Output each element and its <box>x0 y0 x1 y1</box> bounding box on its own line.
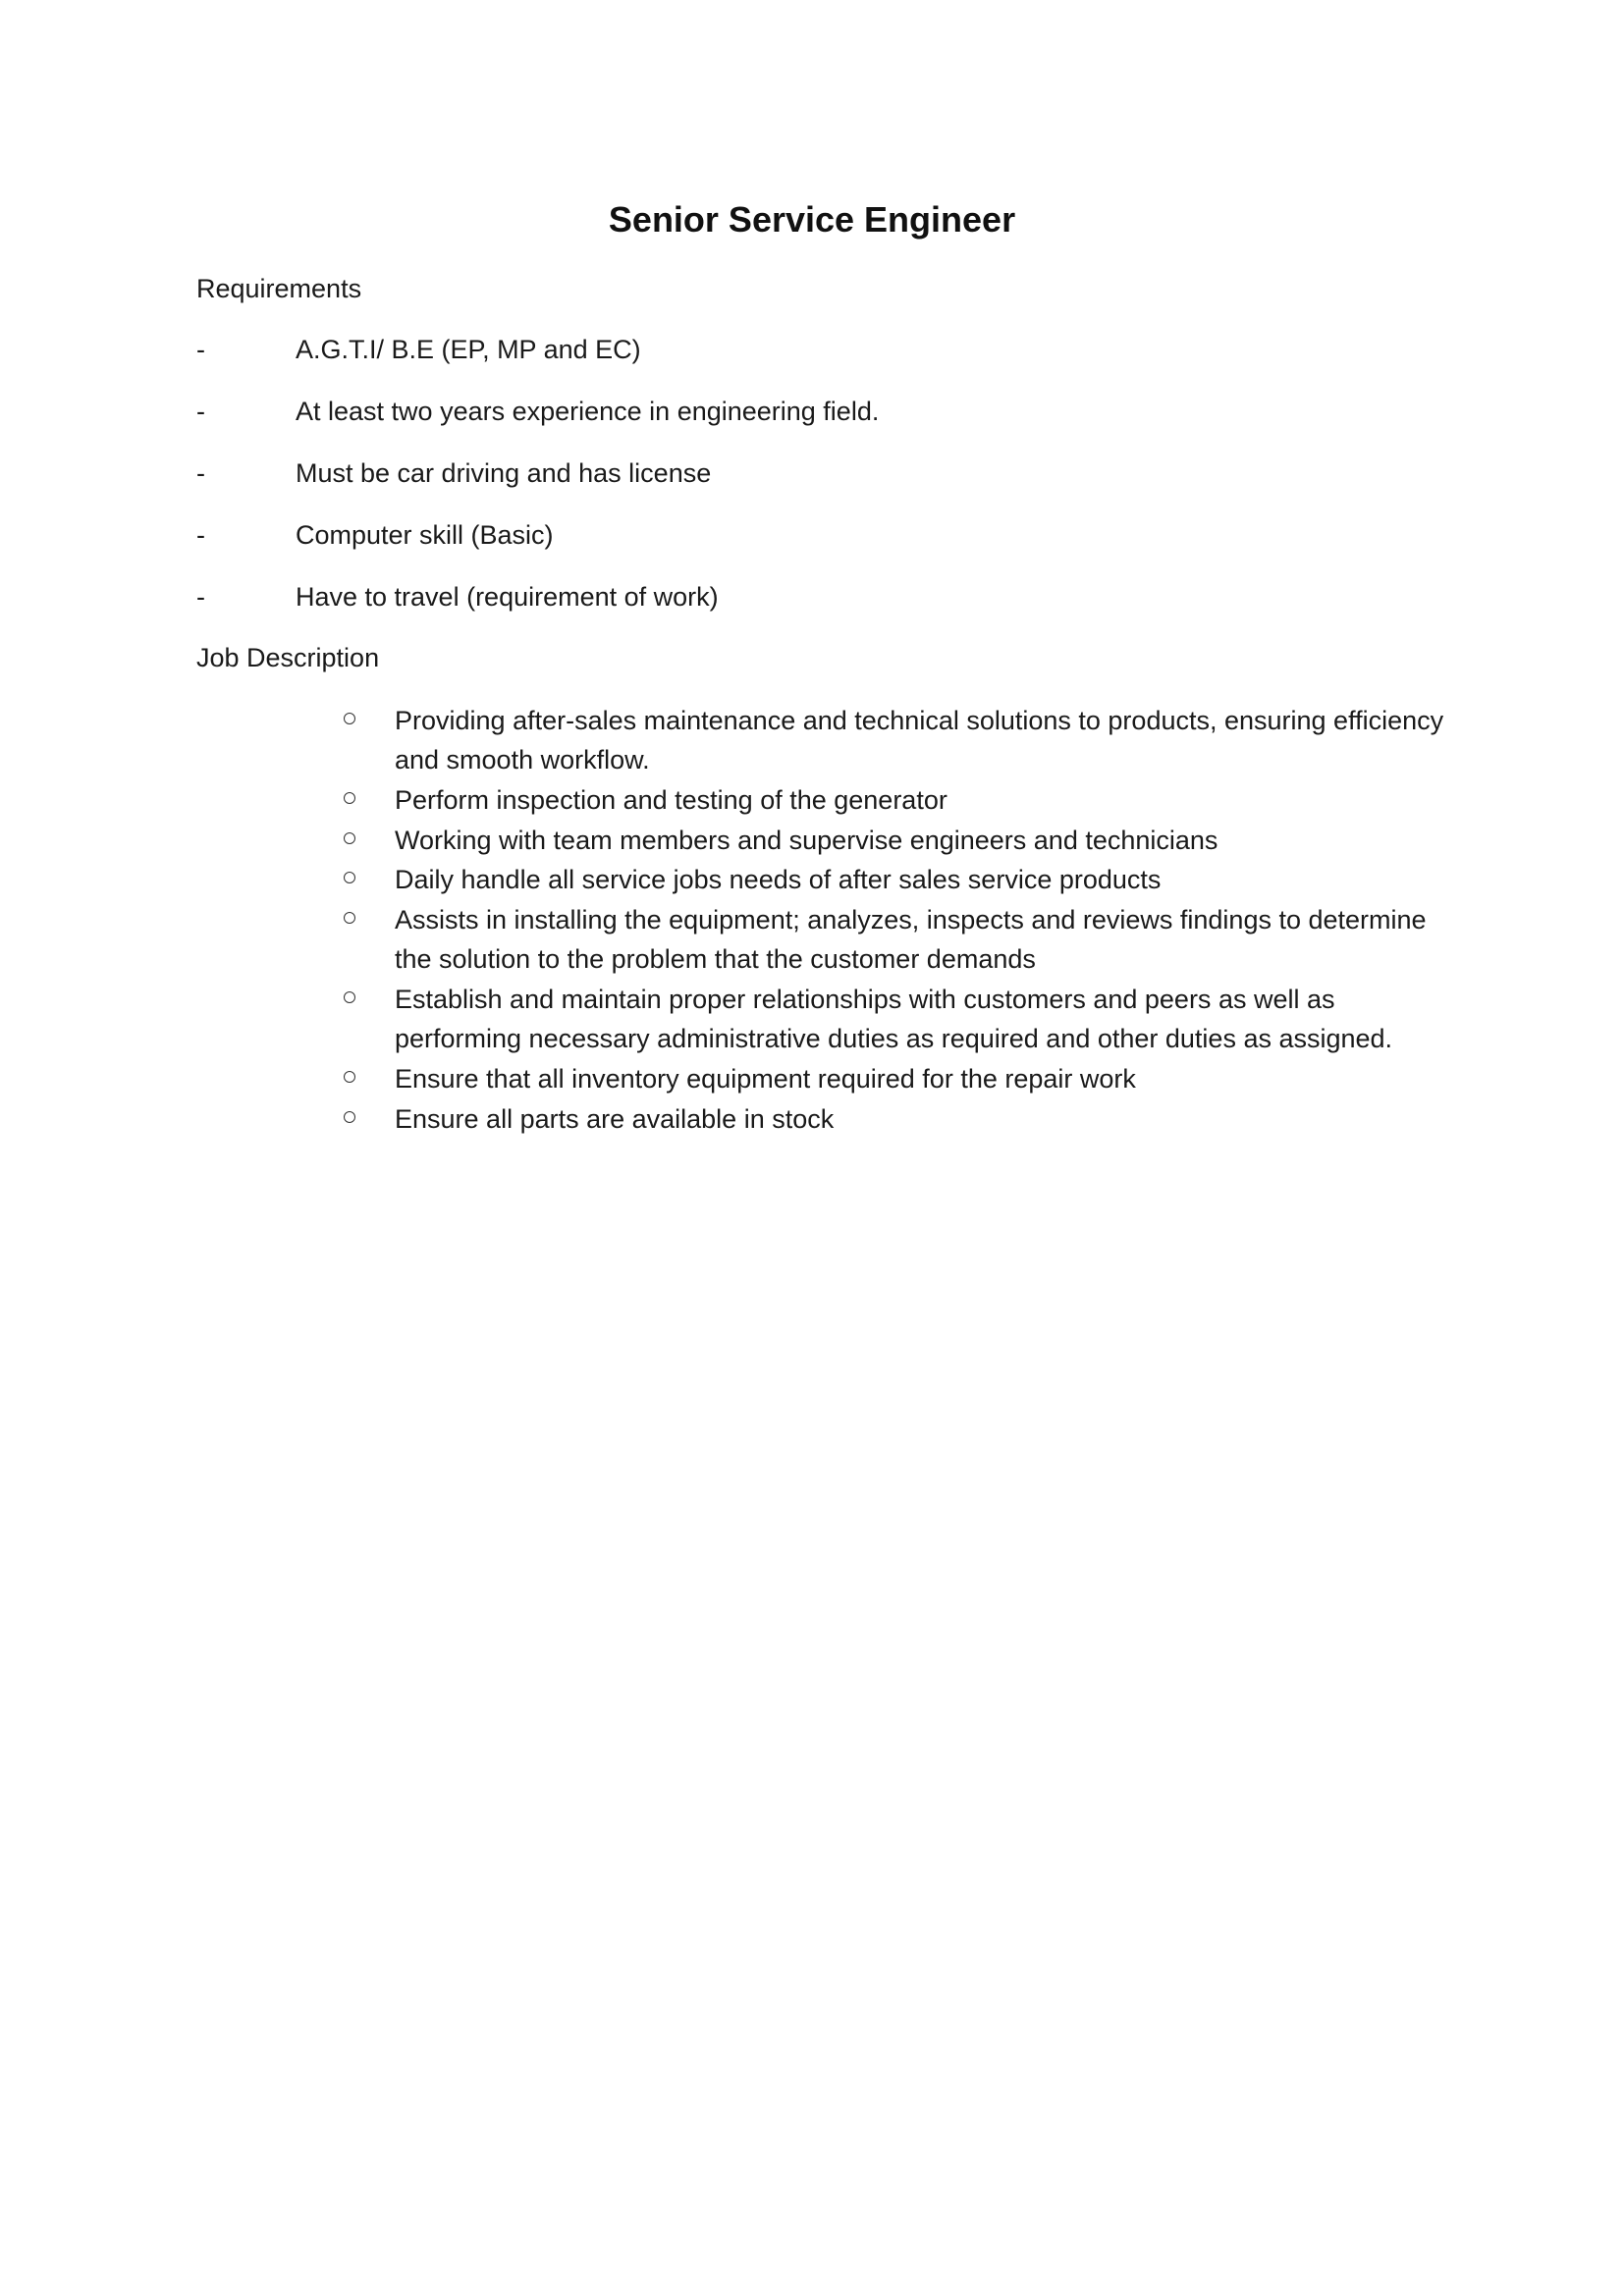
job-description-heading: Job Description <box>196 643 380 672</box>
hollow-circle-bullet-icon <box>344 1111 355 1123</box>
job-description-text: Providing after-sales maintenance and technical solutions to products, ensuring efficiency and smooth workflow. <box>395 706 1444 774</box>
hollow-circle-bullet-icon <box>344 991 355 1003</box>
dash-marker: - <box>196 520 205 550</box>
hollow-circle-bullet-icon <box>344 713 355 724</box>
job-description-text: Ensure that all inventory equipment required for the repair work <box>395 1064 1136 1094</box>
hollow-circle-bullet-icon <box>344 912 355 924</box>
requirement-text: Computer skill (Basic) <box>296 520 554 550</box>
hollow-circle-bullet-icon <box>344 792 355 804</box>
hollow-circle-bullet-icon <box>344 832 355 844</box>
requirements-heading: Requirements <box>196 274 362 303</box>
page-title: Senior Service Engineer <box>608 199 1016 240</box>
dash-marker: - <box>196 458 205 488</box>
dash-marker: - <box>196 397 205 426</box>
requirement-text: A.G.T.I/ B.E (EP, MP and EC) <box>296 335 641 364</box>
hollow-circle-bullet-icon <box>344 872 355 883</box>
job-description-text: Ensure all parts are available in stock <box>395 1104 835 1134</box>
job-description-text: Working with team members and supervise engineers and technicians <box>395 826 1218 855</box>
dash-marker: - <box>196 335 205 364</box>
requirement-text: At least two years experience in engineering field. <box>296 397 880 426</box>
requirement-text: Have to travel (requirement of work) <box>296 582 719 612</box>
job-description-text: Daily handle all service jobs needs of after sales service products <box>395 865 1162 894</box>
job-description-text: Assists in installing the equipment; analyzes, inspects and reviews findings to determine the solution to the problem that the customer demands <box>395 905 1427 974</box>
job-description-text: Perform inspection and testing of the generator <box>395 785 947 815</box>
dash-marker: - <box>196 582 205 612</box>
job-description-text: Establish and maintain proper relationships with customers and peers as well as performing necessary administrative duties as required and other duties as assigned. <box>395 985 1393 1053</box>
requirement-text: Must be car driving and has license <box>296 458 712 488</box>
hollow-circle-bullet-icon <box>344 1071 355 1083</box>
